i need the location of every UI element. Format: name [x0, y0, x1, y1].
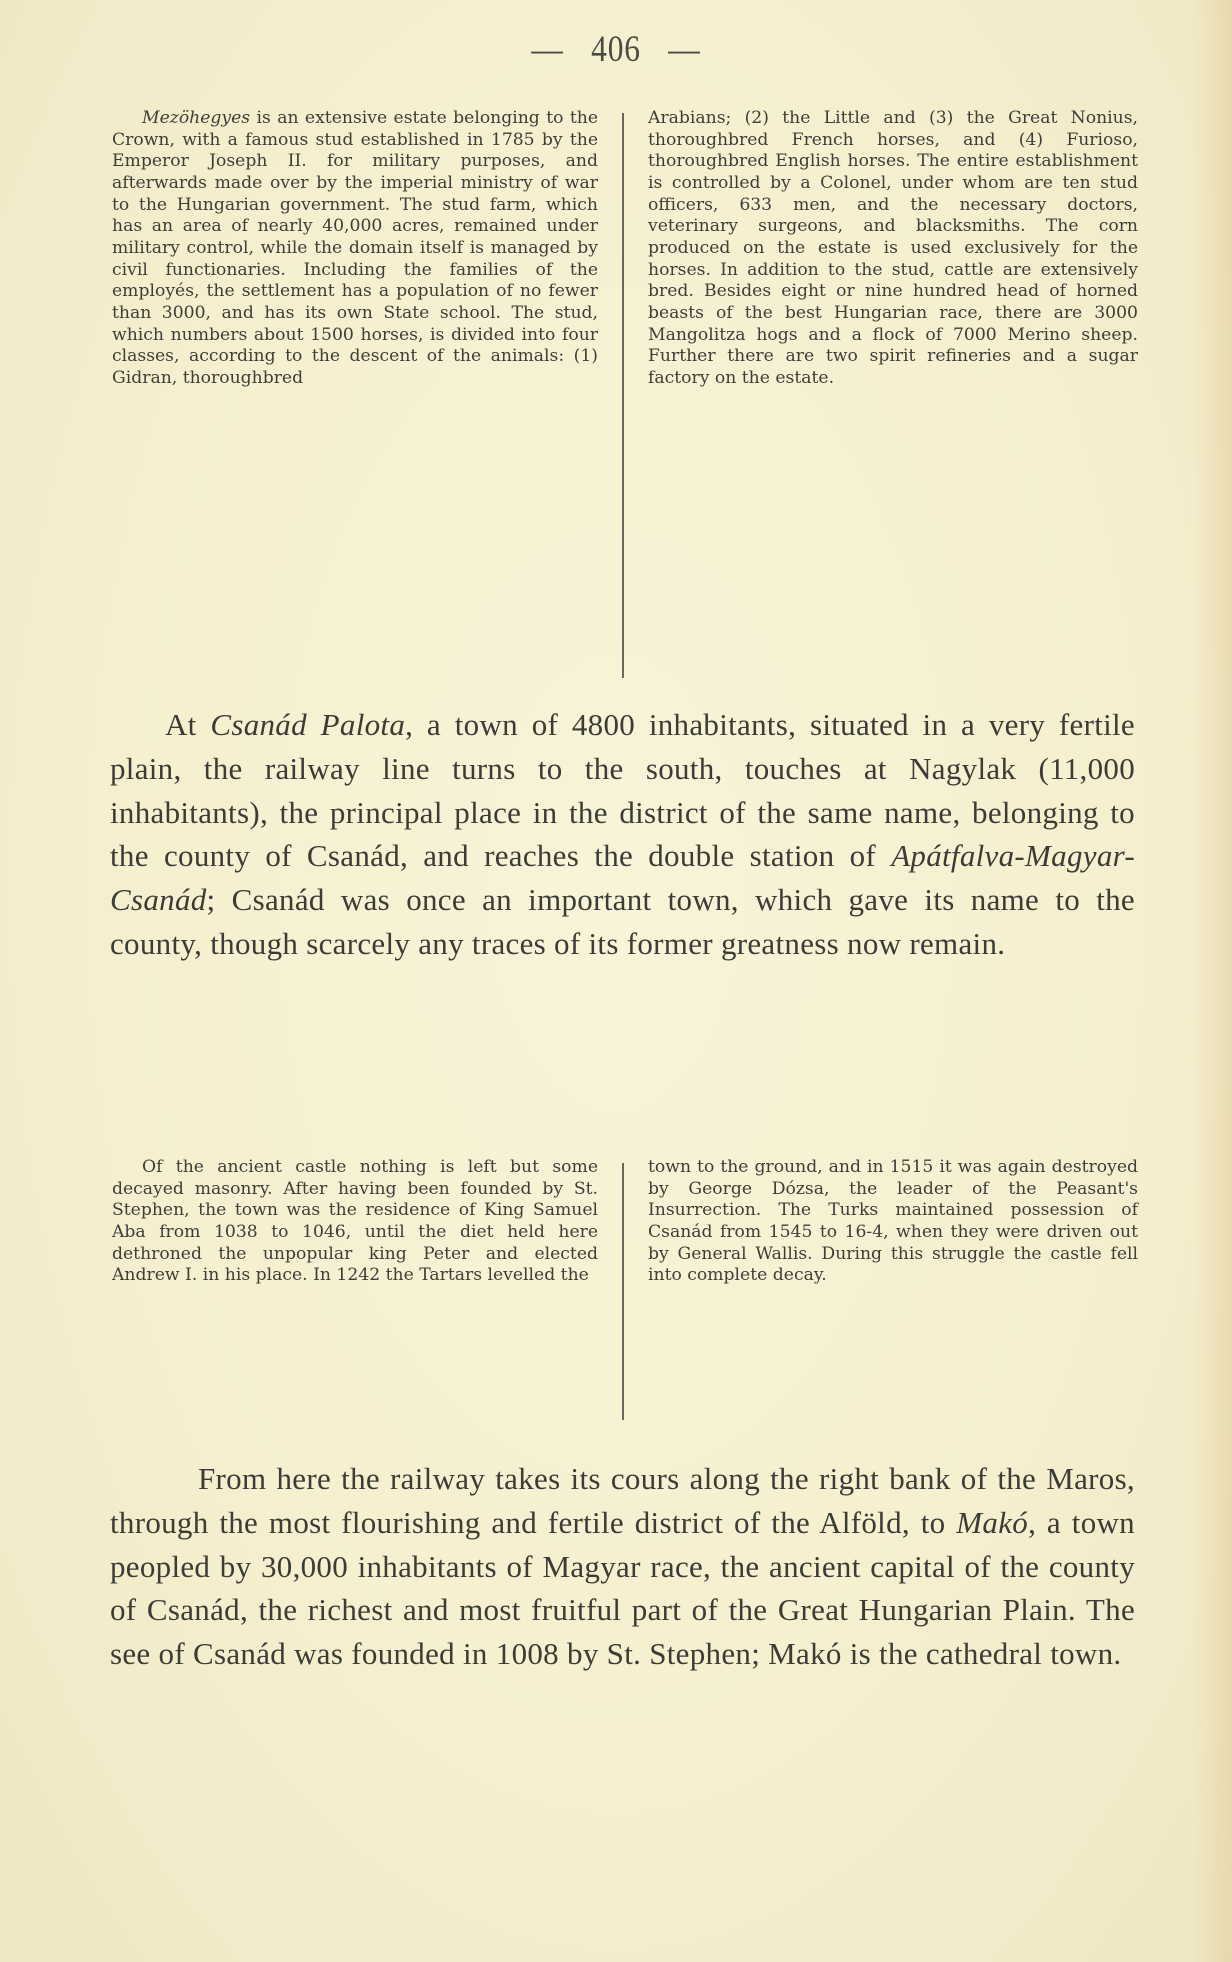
- section2-left-paragraph: Of the ancient castle nothing is left but some decayed masonry. After having been founded by St. Stephen, the town was the residence of King Samuel Aba from 1038 to 1046, until the diet held here dethroned the unpopular king Peter and elected Andrew I. in his place. In 1242 the Tartars levelled the: [112, 1157, 598, 1286]
- main-paragraph-1-text: [110, 703, 1135, 966]
- page-number: [92, 28, 1139, 71]
- italic-place-name: Csanád Palota: [210, 707, 406, 742]
- text-run: , a town peopled by 30,000 inhabitants of Magyar race, the ancient capital of the county of Csanád, the richest and most fruitful part of the Great Hungarian Plain. The see of Csanád was founded in 1008 by St. Stephen; Makó is the cathedral town.: [110, 1504, 1135, 1672]
- page-number-value: 406: [591, 29, 641, 70]
- main-paragraph-2: [110, 1457, 1135, 1676]
- page-number-dash-right: —: [668, 29, 701, 70]
- section1-right-column: [648, 108, 1138, 390]
- section2-right-column: [648, 1157, 1138, 1287]
- page-number-dash-left: —: [531, 29, 564, 70]
- column-divider: [622, 1163, 624, 1420]
- text-run: From here the railway takes its cours along the right bank of the Maros, through the most flourishing and fertile district of the Alföld, to: [110, 1461, 1135, 1540]
- column-divider: [622, 113, 624, 678]
- page-edge-shadow: [1192, 0, 1232, 1962]
- text-run: , a town of 4800 inhabitants, situated in a very fertile plain, the railway line turns to the south, touches at Nagylak (11,000 inhabitants), the principal place in the district of the same name, belonging to the county of Csanád, and reaches the double station of: [110, 707, 1135, 874]
- italic-station-name: Apátfalva-Magyar-Csanád: [110, 838, 1135, 918]
- section2-left-column: [112, 1157, 598, 1287]
- main-paragraph-2-text: [110, 1457, 1135, 1676]
- paragraph-text: is an extensive estate belonging to the Crown, with a famous stud established in 1785 by the Emperor Joseph II. for military purposes, and afterwards made over by the imperial ministry of war to the Hungarian government. The stud farm, which has an area of nearly 40,000 acres, remained under military control, while the domain itself is managed by civil functionaries. Including the families of the employés, the settlement has a population of no fewer than 3000, and has its own State school. The stud, which numbers about 1500 horses, is divided into four classes, according to the descent of the animals: (1) Gidran, thoroughbred: [112, 108, 598, 388]
- section1-right-paragraph: Arabians; (2) the Little and (3) the Great Nonius, thoroughbred French horses, and (4) Furioso, thoroughbred English horses. The entire establishment is controlled by a Colonel, under whom are ten stud officers, 633 men, and the necessary doctors, veterinary surgeons, and blacksmiths. The corn produced on the estate is used exclusively for the horses. In addition to the stud, cattle are extensively bred. Besides eight or nine hundred head of horned beasts of the best Hungarian race, there are 3000 Mangolitza hogs and a flock of 7000 Merino sheep. Further there are two spirit refineries and a sugar factory on the estate.: [648, 108, 1138, 388]
- text-run: At: [165, 707, 211, 742]
- section2-right-paragraph: town to the ground, and in 1515 it was again destroyed by George Dózsa, the leader of the Peasant's Insurrection. The Turks maintained possession of Csanád from 1545 to 16-4, when they were driven out by General Wallis. During this struggle the castle fell into complete decay.: [648, 1157, 1138, 1286]
- section1-left-paragraph: [112, 108, 598, 390]
- text-run: ; Csanád was once an important town, which gave its name to the county, though scarcely any traces of its former greatness now remain.: [110, 882, 1135, 961]
- section1-left-column: [112, 108, 598, 390]
- italic-place-name: Mezöhegyes: [142, 108, 251, 128]
- italic-town-name: Makó: [956, 1504, 1029, 1540]
- main-paragraph-1: [110, 703, 1135, 966]
